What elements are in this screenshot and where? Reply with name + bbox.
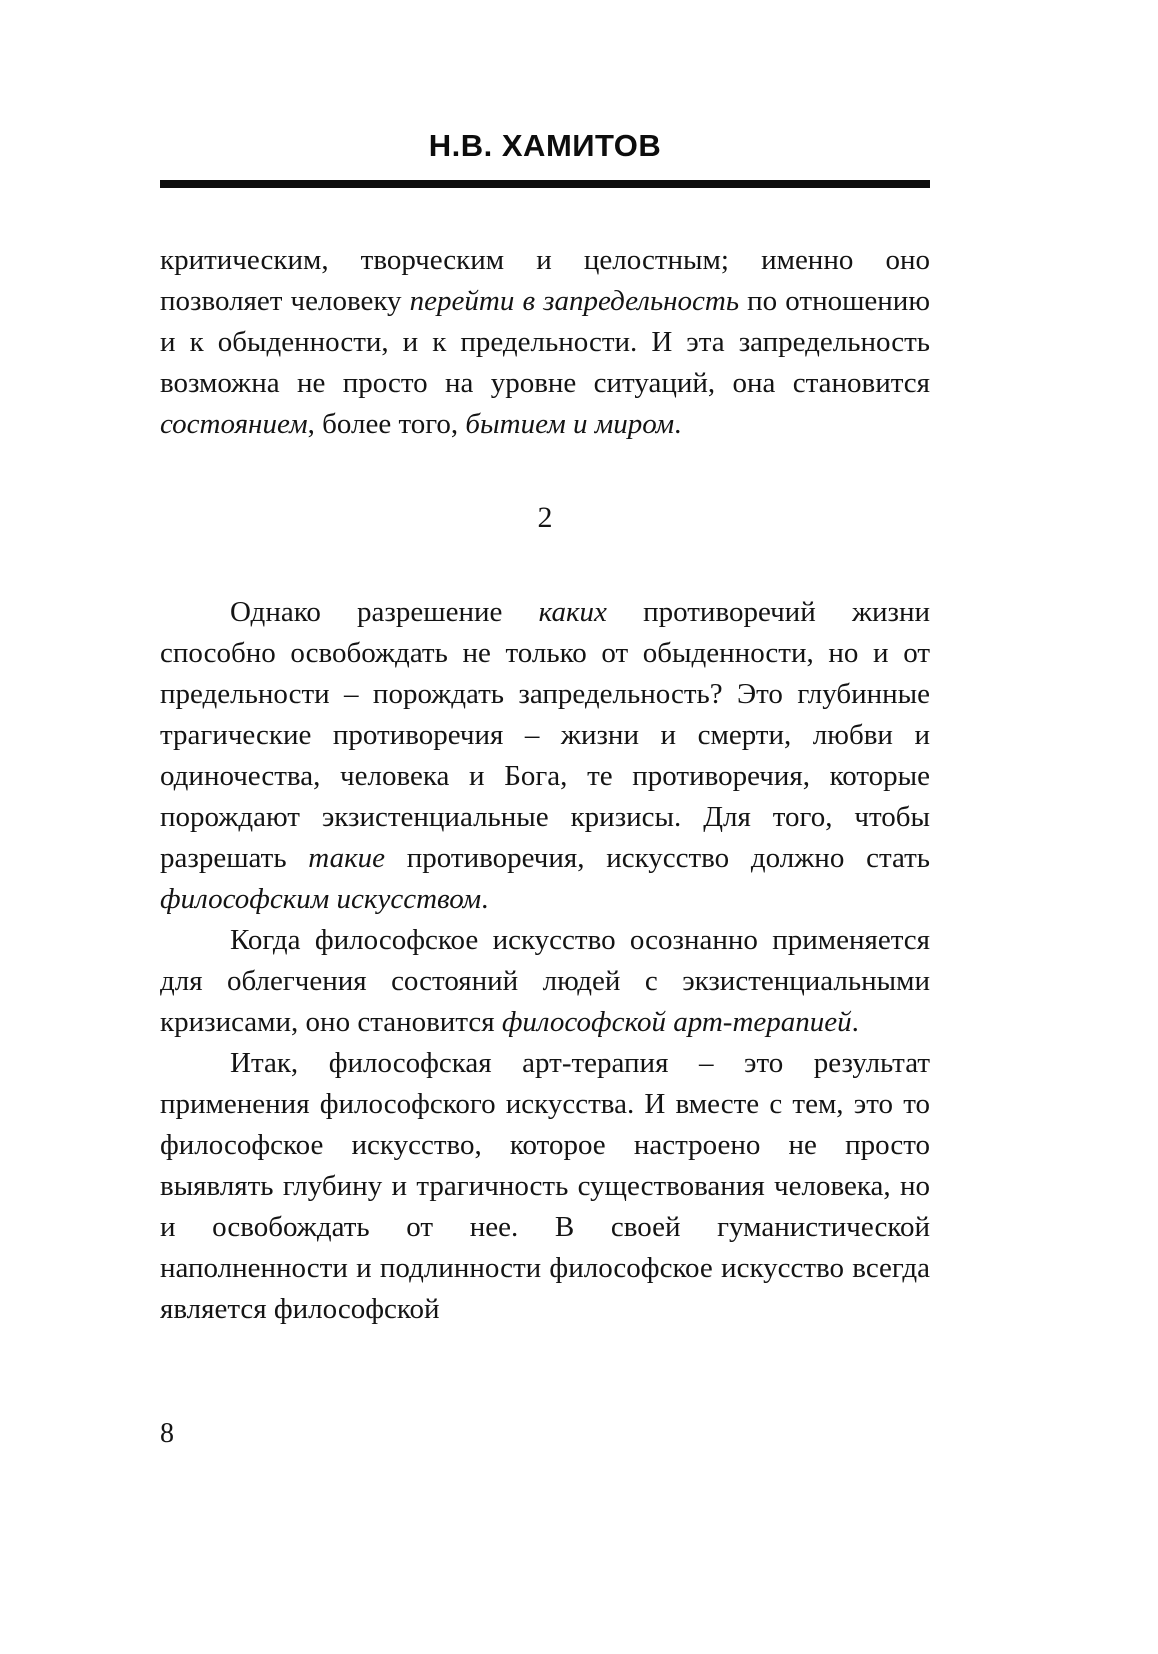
text-run: противоречия, искусство должно стать [385,842,930,874]
italic-text-run: философским искусством [160,883,482,915]
paragraph [160,920,930,1043]
text-run: противоречий жизни способно освобождать не только от обыденности, но и от предельности – порождать запредельность? Это глубинные трагические противоречия – жизни и смерти, любви и одиночества, человека и Бога, те противоречия, которые порождают экзистенциальные кризисы. Для того, чтобы разрешать [160,596,931,874]
text-run: Однако разрешение [230,596,539,628]
text-block [160,128,930,1330]
paragraph-block-1 [160,240,930,445]
italic-text-run: каких [538,596,607,628]
italic-text-run: состоянием [160,408,308,440]
text-run: Когда философское искусство осознанно применяется для облегчения состояний людей с экзистенциальными кризисами, оно становится [160,924,930,1038]
paragraph-block-2 [160,592,930,1330]
text-run: . [851,1006,859,1038]
text-run: критическим, творческим и целостным; именно оно позволяет человеку [160,244,930,317]
text-run: Итак, философская арт-терапия – это результат применения философского искусства. И вместе с тем, это то философское искусство, которое настроено не просто выявлять глубину и трагичность существования человека, но и освобождать от нее. В своей гуманистической наполненности и подлинности философское искусство всегда является философской [160,1047,930,1325]
italic-text-run: такие [308,842,386,874]
text-run: . [481,883,489,915]
paragraph [160,1043,930,1330]
text-run: , более того, [307,408,466,440]
body-copy [160,240,930,1330]
text-run: . [674,408,682,440]
running-header-title: Н.В. ХАМИТОВ [428,128,662,163]
header-rule [160,180,930,188]
italic-text-run: бытием и миром [465,408,675,440]
paragraph [160,240,930,445]
page-number: 8 [160,1418,174,1449]
italic-text-run: философской арт-терапией [501,1006,852,1038]
text-run: по отношению и к обыденности, и к предельности. И эта запредельность возможна не просто на уровне ситуаций, она становится [160,285,930,399]
italic-text-run: перейти в запредельность [409,285,740,317]
paragraph [160,592,930,920]
section-number: 2 [537,501,553,534]
